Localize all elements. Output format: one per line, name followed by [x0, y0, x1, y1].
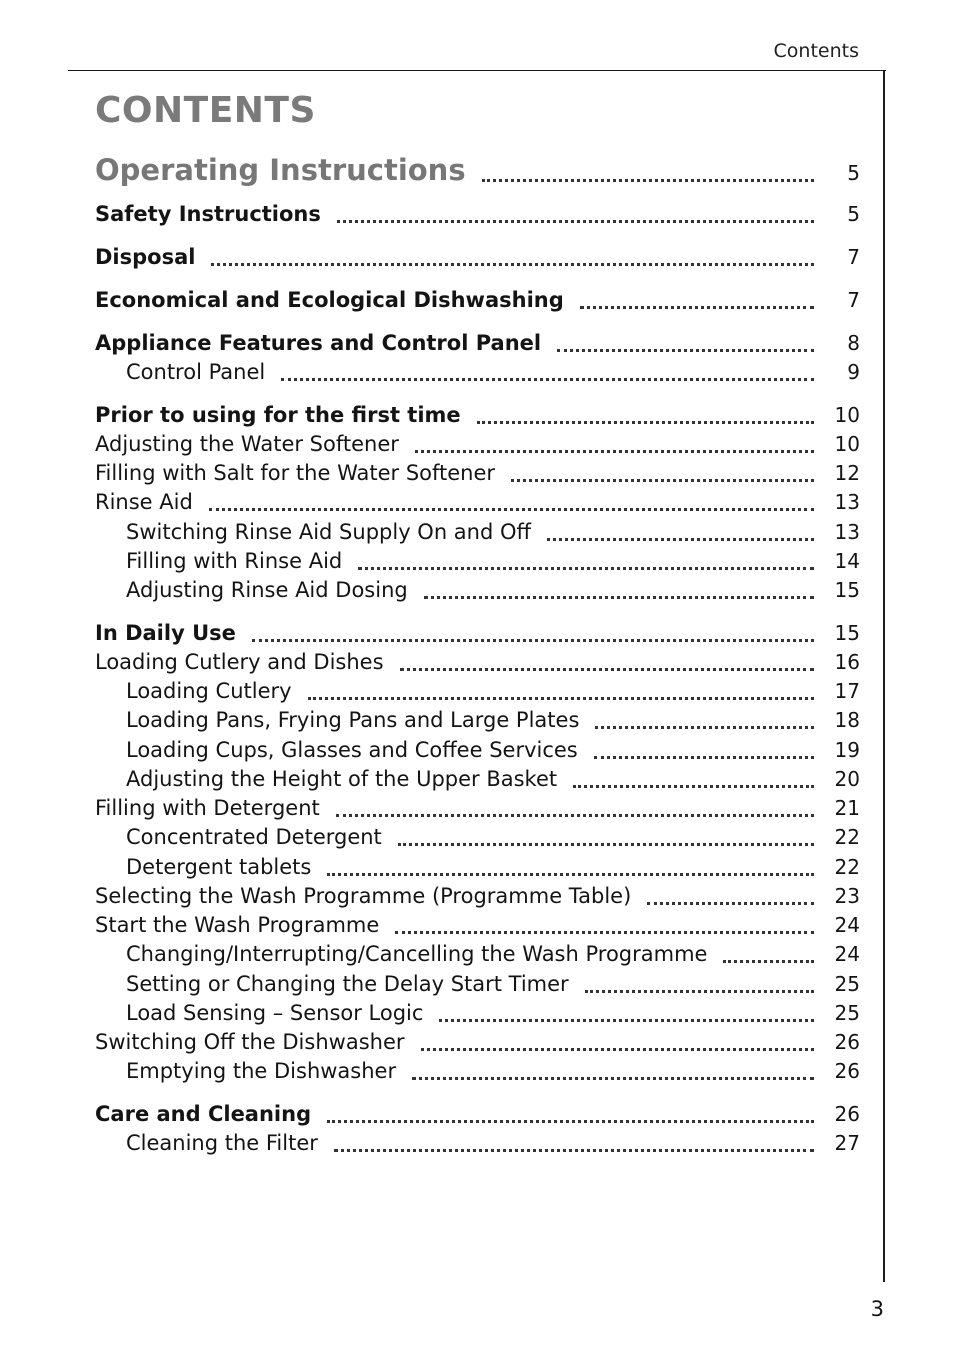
dot-leader — [337, 220, 814, 223]
toc-entry-filling-detergent[interactable] — [95, 796, 860, 824]
toc-entry-changing-programme[interactable] — [126, 942, 860, 970]
toc-label: Care and Cleaning — [95, 1102, 312, 1126]
toc-entry-loading-cups[interactable] — [126, 738, 860, 766]
dot-leader — [573, 785, 814, 788]
toc-label: Concentrated Detergent — [126, 825, 382, 849]
page-title: CONTENTS — [95, 90, 316, 131]
toc-page: 26 — [834, 1059, 860, 1083]
toc-label: Loading Pans, Frying Pans and Large Plates — [126, 708, 580, 732]
toc-page: 17 — [834, 679, 860, 703]
toc-label: Switching Rinse Aid Supply On and Off — [126, 520, 531, 544]
dot-leader — [252, 639, 814, 642]
toc-entry-filling-salt[interactable] — [95, 461, 860, 489]
toc-entry-water-softener[interactable] — [95, 432, 860, 460]
toc-entry-in-daily-use[interactable] — [95, 621, 860, 649]
dot-leader — [557, 349, 814, 352]
dot-leader — [424, 596, 814, 599]
dot-leader — [595, 726, 814, 729]
page-number: 3 — [870, 1297, 884, 1321]
dot-leader — [580, 306, 814, 309]
toc-page: 16 — [834, 650, 860, 674]
dot-leader — [723, 960, 814, 963]
toc-page: 13 — [834, 490, 860, 514]
toc-label: Appliance Features and Control Panel — [95, 331, 542, 355]
dot-leader — [594, 756, 814, 759]
toc-page: 27 — [834, 1131, 860, 1155]
dot-leader — [400, 668, 814, 671]
toc-entry-delay-start-timer[interactable] — [126, 972, 860, 1000]
toc-entry-care-cleaning[interactable] — [95, 1102, 860, 1130]
dot-leader — [477, 421, 814, 424]
toc-label: Economical and Ecological Dishwashing — [95, 288, 564, 312]
toc-entry-rinse-aid-supply[interactable] — [126, 520, 860, 548]
toc-page: 9 — [847, 360, 860, 384]
toc-label: Selecting the Wash Programme (Programme Table) — [95, 884, 632, 908]
toc-page: 26 — [834, 1102, 860, 1126]
toc-page: 22 — [834, 825, 860, 849]
toc-entry-selecting-programme[interactable] — [95, 884, 860, 912]
toc-entry-rinse-aid-dosing[interactable] — [126, 578, 860, 606]
toc-page: 23 — [834, 884, 860, 908]
toc-page: 19 — [834, 738, 860, 762]
dot-leader — [412, 1077, 814, 1080]
toc-page: 25 — [834, 972, 860, 996]
toc-label: Changing/Interrupting/Cancelling the Wash Programme — [126, 942, 708, 966]
toc-entry-detergent-tablets[interactable] — [126, 855, 860, 883]
toc-page: 15 — [834, 578, 860, 602]
toc-label: Cleaning the Filter — [126, 1131, 318, 1155]
dot-leader — [585, 990, 814, 993]
toc-entry-rinse-aid[interactable] — [95, 490, 860, 518]
dot-leader — [482, 179, 814, 182]
toc-entry-upper-basket[interactable] — [126, 767, 860, 795]
toc-label: Detergent tablets — [126, 855, 312, 879]
toc-label: Prior to using for the first time — [95, 403, 461, 427]
dot-leader — [358, 567, 814, 570]
toc-label: Filling with Rinse Aid — [126, 549, 343, 573]
toc-page: 10 — [834, 432, 860, 456]
dot-leader — [415, 450, 814, 453]
toc-entry-loading-cutlery[interactable] — [126, 679, 860, 707]
dot-leader — [336, 814, 814, 817]
toc-page: 7 — [847, 288, 860, 312]
toc-page: 21 — [834, 796, 860, 820]
toc-page: 5 — [847, 202, 860, 226]
toc-page: 14 — [834, 549, 860, 573]
toc-label: Control Panel — [126, 360, 266, 384]
toc-label: Loading Cutlery and Dishes — [95, 650, 384, 674]
toc-entry-operating-instructions[interactable] — [95, 153, 860, 189]
toc-label: Loading Cutlery — [126, 679, 292, 703]
toc-page: 8 — [847, 331, 860, 355]
toc-page: 25 — [834, 1001, 860, 1025]
toc-label: Rinse Aid — [95, 490, 193, 514]
dot-leader — [395, 931, 814, 934]
dot-leader — [327, 873, 814, 876]
toc-entry-control-panel[interactable] — [126, 360, 860, 388]
toc-entry-switching-off[interactable] — [95, 1030, 860, 1058]
toc-label: In Daily Use — [95, 621, 236, 645]
running-head: Contents — [773, 40, 859, 62]
toc-page: 20 — [834, 767, 860, 791]
toc-page: 24 — [834, 913, 860, 937]
toc-page: 5 — [847, 161, 860, 185]
dot-leader — [308, 697, 814, 700]
toc-page: 24 — [834, 942, 860, 966]
toc-page: 18 — [834, 708, 860, 732]
toc-label: Start the Wash Programme — [95, 913, 380, 937]
dot-leader — [398, 843, 814, 846]
toc-page: 15 — [834, 621, 860, 645]
dot-leader — [334, 1149, 814, 1152]
toc-entry-cleaning-filter[interactable] — [126, 1131, 860, 1159]
toc-label: Filling with Salt for the Water Softener — [95, 461, 496, 485]
toc-label: Safety Instructions — [95, 202, 321, 226]
dot-leader — [511, 479, 814, 482]
toc-entry-loading-pans[interactable] — [126, 708, 860, 736]
toc-entry-load-sensing[interactable] — [126, 1001, 860, 1029]
toc-page: 7 — [847, 245, 860, 269]
toc-label: Disposal — [95, 245, 196, 269]
dot-leader — [327, 1120, 814, 1123]
dot-leader — [647, 902, 814, 905]
toc-page: 26 — [834, 1030, 860, 1054]
toc-entry-safety-instructions[interactable] — [95, 202, 860, 230]
toc-page: 22 — [834, 855, 860, 879]
toc-entry-concentrated-detergent[interactable] — [126, 825, 860, 853]
toc-label: Filling with Detergent — [95, 796, 320, 820]
toc-label: Switching Off the Dishwasher — [95, 1030, 405, 1054]
toc-entry-economical-dishwashing[interactable] — [95, 288, 860, 316]
toc-entry-prior-to-first-use[interactable] — [95, 403, 860, 431]
toc-label: Adjusting the Water Softener — [95, 432, 399, 456]
toc-label: Adjusting the Height of the Upper Basket — [126, 767, 558, 791]
dot-leader — [547, 538, 814, 541]
toc-label: Loading Cups, Glasses and Coffee Services — [126, 738, 578, 762]
toc-page: 10 — [834, 403, 860, 427]
toc-label: Operating Instructions — [95, 153, 466, 187]
dot-leader — [281, 378, 814, 381]
toc-page: 13 — [834, 520, 860, 544]
toc-entry-disposal[interactable] — [95, 245, 860, 273]
toc-entry-loading-cutlery-dishes[interactable] — [95, 650, 860, 678]
dot-leader — [421, 1048, 815, 1051]
toc-entry-appliance-features[interactable] — [95, 331, 860, 359]
toc-label: Adjusting Rinse Aid Dosing — [126, 578, 408, 602]
toc-page: 12 — [834, 461, 860, 485]
dot-leader — [439, 1019, 814, 1022]
dot-leader — [211, 263, 814, 266]
toc-label: Load Sensing – Sensor Logic — [126, 1001, 424, 1025]
toc-entry-emptying[interactable] — [126, 1059, 860, 1087]
toc-label: Emptying the Dishwasher — [126, 1059, 397, 1083]
dot-leader — [209, 508, 814, 511]
toc-entry-start-programme[interactable] — [95, 913, 860, 941]
toc-entry-filling-rinse-aid[interactable] — [126, 549, 860, 577]
toc-label: Setting or Changing the Delay Start Timer — [126, 972, 569, 996]
